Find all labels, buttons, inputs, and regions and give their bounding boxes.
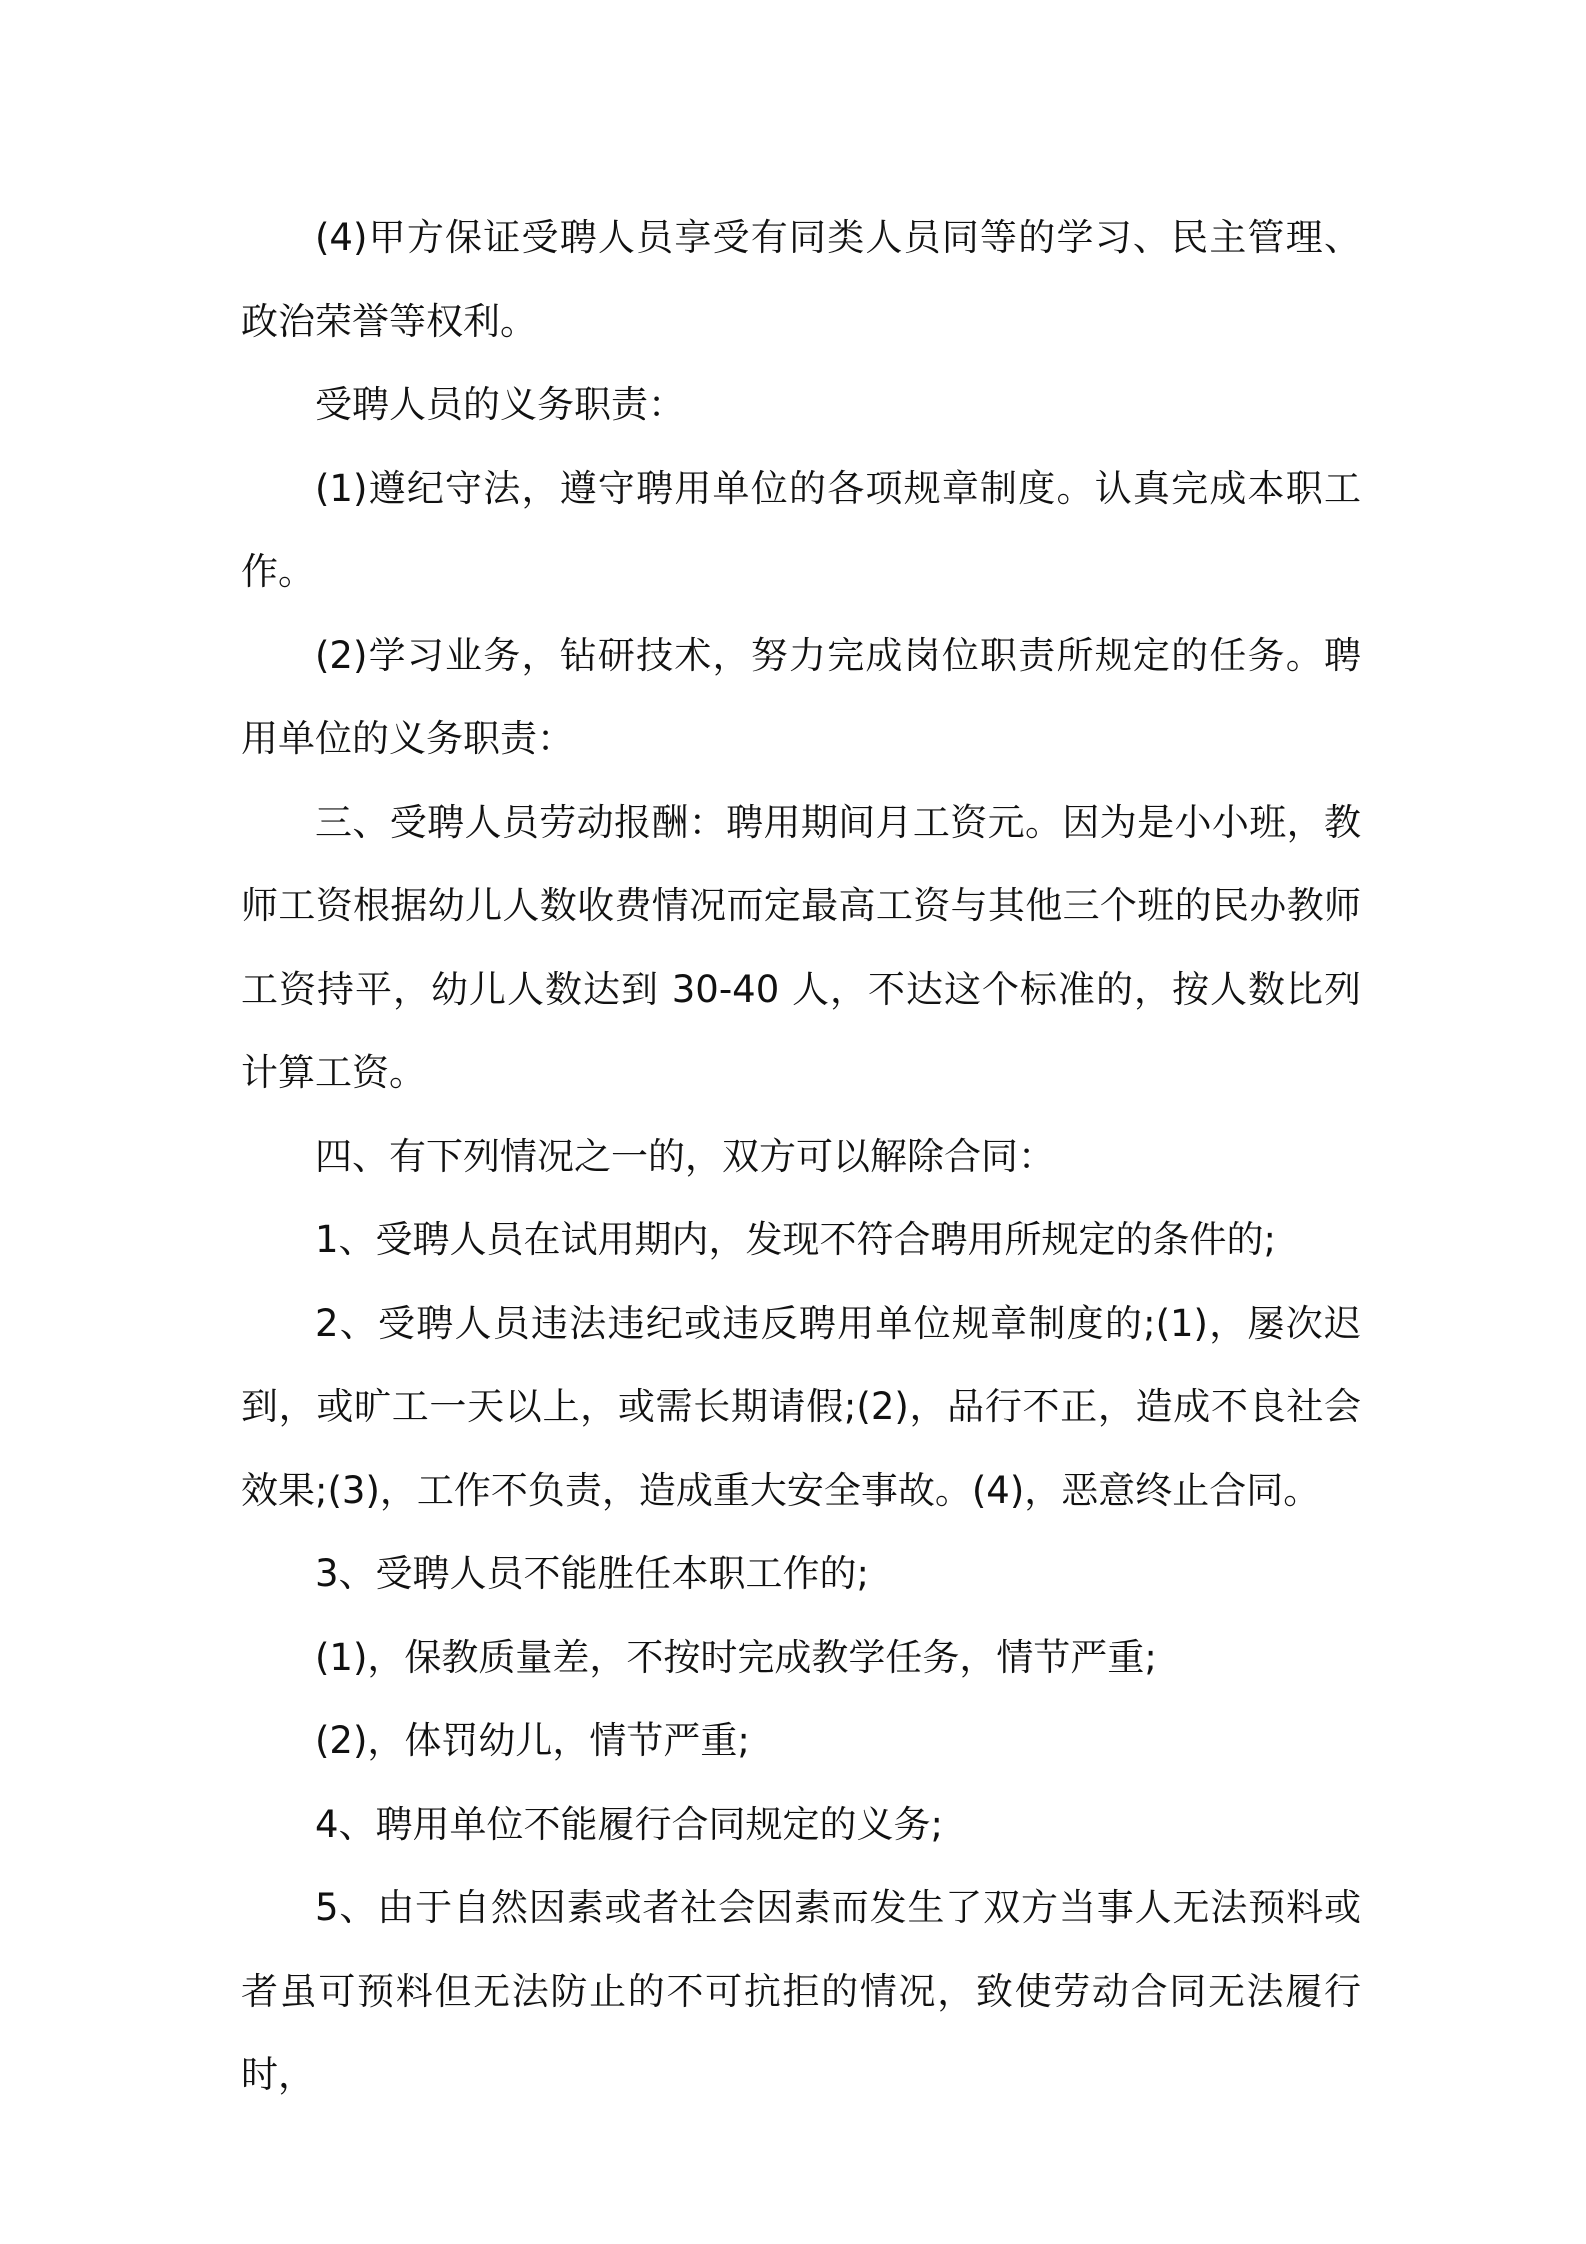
paragraph-duty-1: (1)遵纪守法，遵守聘用单位的各项规章制度。认真完成本职工作。	[241, 466, 1361, 593]
paragraph-termination-3-1: (1)，保教质量差，不按时完成教学任务，情节严重;	[315, 1635, 1157, 1679]
paragraph-termination-heading: 四、有下列情况之一的，双方可以解除合同：	[315, 1134, 1055, 1178]
paragraph-duty-2: (2)学习业务，钻研技术，努力完成岗位职责所规定的任务。聘用单位的义务职责：	[241, 633, 1361, 760]
paragraph-termination-3-2: (2)，体罚幼儿，情节严重;	[315, 1719, 750, 1762]
paragraph-termination-5: 5、由于自然因素或者社会因素而发生了双方当事人无法预料或者虽可预料但无法防止的不可抗拒的情况，致使劳动合同无法履行时，	[241, 1886, 1361, 2096]
paragraph-rights: (4)甲方保证受聘人员享受有同类人员同等的学习、民主管理、政治荣誉等权利。	[241, 216, 1361, 343]
paragraph-termination-2: 2、受聘人员违法违纪或违反聘用单位规章制度的;(1)，屡次迟到，或旷工一天以上，或需长期请假;(2)，品行不正，造成不良社会效果;(3)，工作不负责，造成重大安全事故。(4)，恶意终止合同。	[241, 1301, 1361, 1512]
paragraph-remuneration: 三、受聘人员劳动报酬：聘用期间月工资元。因为是小小班，教师工资根据幼儿人数收费情况而定最高工资与其他三个班的民办教师工资持平，幼儿人数达到 30-40 人，不达这个标准的，按人数比列计算工资。	[241, 800, 1361, 1094]
paragraph-duties-heading: 受聘人员的义务职责：	[315, 383, 685, 426]
paragraph-termination-1: 1、受聘人员在试用期内，发现不符合聘用所规定的条件的;	[315, 1218, 1277, 1261]
paragraph-termination-3: 3、受聘人员不能胜任本职工作的;	[315, 1552, 870, 1595]
document-body	[241, 196, 1361, 2117]
paragraph-termination-4: 4、聘用单位不能履行合同规定的义务;	[315, 1802, 944, 1846]
